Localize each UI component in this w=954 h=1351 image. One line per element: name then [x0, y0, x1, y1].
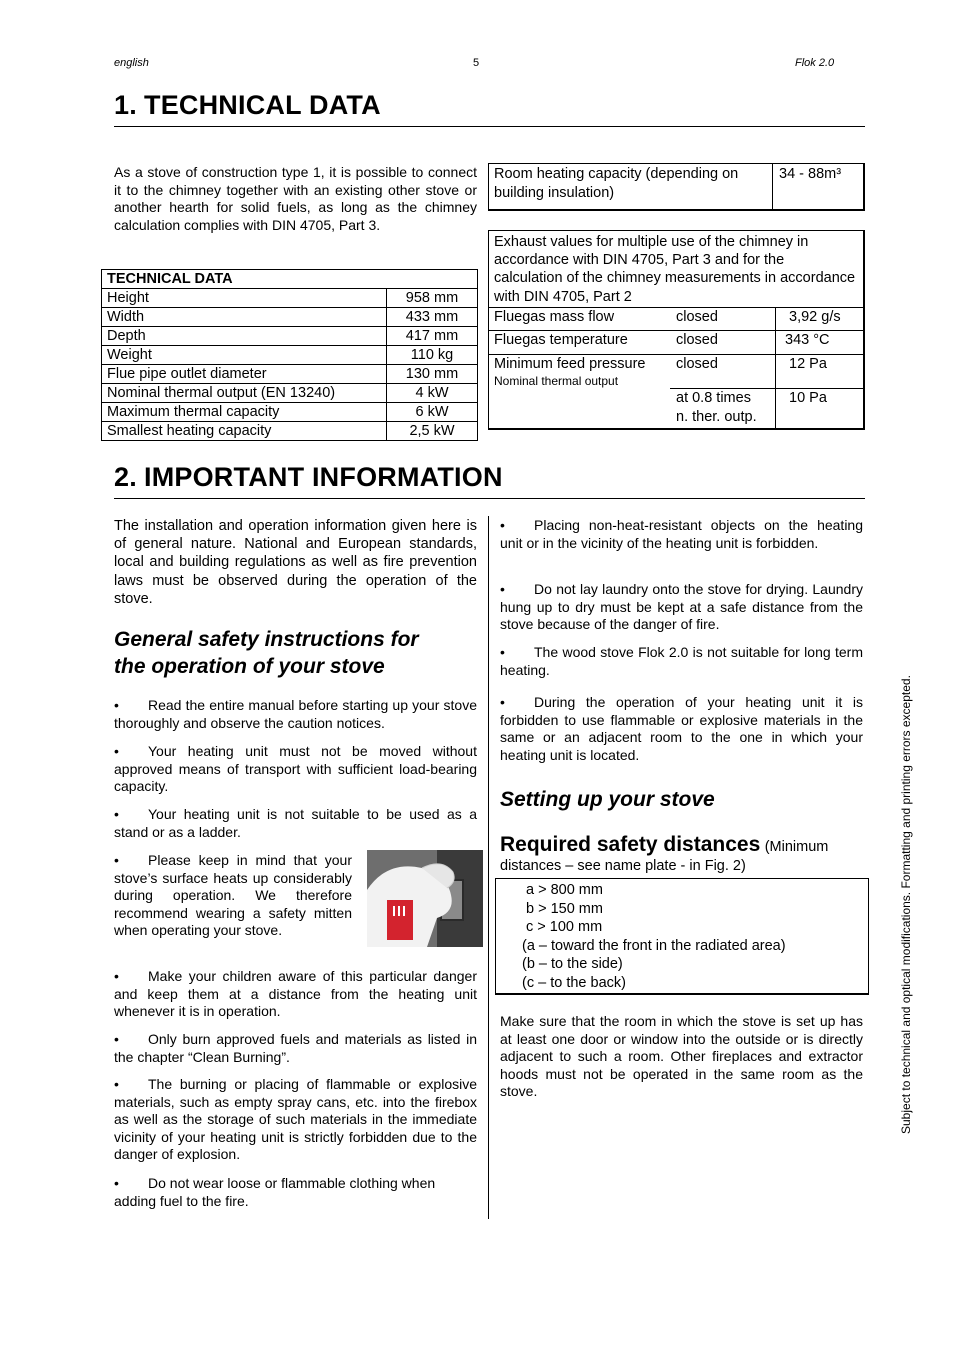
- tech-label: Nominal thermal output (EN 13240): [102, 384, 387, 403]
- tech-value: 130 mm: [387, 365, 478, 384]
- bullet-symbol: •: [500, 644, 505, 660]
- tech-label: Height: [102, 289, 387, 308]
- tech-value: 110 kg: [387, 346, 478, 365]
- exhaust-condition: closed: [676, 332, 718, 348]
- room-note: Make sure that the room in which the stove is set up has at least one door or window into the outside or is directly adjacent to such a room. Other fireplaces and extractor hoods must not be operated in the same room as the stove.: [500, 1013, 863, 1100]
- exhaust-value: 12 Pa: [789, 356, 827, 372]
- table-row: [102, 422, 478, 441]
- exhaust-value: 10 Pa: [789, 390, 827, 406]
- list-item: [500, 517, 863, 552]
- room-heating-table: [488, 163, 865, 211]
- exhaust-condition: closed: [676, 309, 718, 325]
- section2-heading: [114, 462, 503, 493]
- bullet-text: Your heating unit is not suitable to be used as a stand or as a ladder.: [114, 806, 477, 840]
- list-item: [114, 743, 477, 796]
- exhaust-col-divider: [775, 307, 776, 428]
- bullet-text: Do not lay laundry onto the stove for drying. Laundry hung up to dry must be kept at a safe distance from the stove because of the danger of fire.: [500, 581, 863, 633]
- distance-item: (c – to the back): [522, 974, 626, 991]
- table-row: [102, 346, 478, 365]
- table-row: [102, 384, 478, 403]
- tech-value: 433 mm: [387, 308, 478, 327]
- exhaust-label: Fluegas temperature: [494, 332, 628, 348]
- table-row: [102, 289, 478, 308]
- bullet-symbol: •: [114, 697, 119, 713]
- tech-label: Smallest heating capacity: [102, 422, 387, 441]
- bullet-text: Placing non-heat-resistant objects on the heating unit or in the vicinity of the heating unit is forbidden.: [500, 517, 863, 551]
- list-item: [114, 697, 477, 732]
- list-item: [500, 694, 863, 764]
- distance-item: (b – to the side): [522, 956, 623, 973]
- table-row: [102, 365, 478, 384]
- exhaust-heading: Exhaust values for multiple use of the chimney in accordance with DIN 4705, Part 3 and for the calculation of the chimney measurements in accordance with DIN 4705, Part 2: [494, 234, 856, 305]
- tech-label: Weight: [102, 346, 387, 365]
- exhaust-sublabel: Nominal thermal output: [494, 374, 619, 388]
- safety-mitten-photo: [367, 850, 483, 947]
- tech-value: 417 mm: [387, 327, 478, 346]
- section2-title: IMPORTANT INFORMATION: [144, 462, 503, 492]
- safety-heading-line: the operation of your stove: [114, 655, 385, 678]
- bullet-symbol: •: [500, 517, 505, 533]
- section1-heading: [114, 90, 381, 121]
- exhaust-condition: at 0.8 times: [676, 390, 751, 406]
- exhaust-divider: [670, 388, 863, 389]
- exhaust-condition: closed: [676, 356, 718, 372]
- bullet-symbol: •: [114, 852, 119, 868]
- side-note: Subject to technical and optical modifications. Formatting and printing errors excepted.: [899, 675, 913, 1134]
- bullet-text: Read the entire manual before starting up your stove thoroughly and observe the caution notices.: [114, 697, 477, 731]
- distances-heading: Required safety distances: [500, 833, 761, 856]
- table-row: [102, 327, 478, 346]
- table-row: [102, 308, 478, 327]
- list-item: [114, 1076, 477, 1164]
- list-item: [114, 852, 352, 940]
- tech-table-heading: TECHNICAL DATA: [102, 270, 478, 289]
- section2-rule: [114, 498, 865, 499]
- bullet-text: Your heating unit must not be moved without approved means of transport with sufficient load-bearing capacity.: [114, 743, 477, 795]
- bullet-symbol: •: [114, 1076, 119, 1092]
- tech-value: 4 kW: [387, 384, 478, 403]
- list-item: [500, 581, 863, 634]
- exhaust-divider: [489, 307, 863, 308]
- bullet-symbol: •: [114, 1175, 119, 1191]
- room-heating-value: 34 - 88m³: [779, 166, 842, 182]
- exhaust-value: 3,92 g/s: [789, 309, 841, 325]
- table-row: [102, 403, 478, 422]
- tech-label: Depth: [102, 327, 387, 346]
- safety-mitten-icon: [367, 850, 483, 947]
- bullet-text: During the operation of your heating unit it is forbidden to use flammable or explosive materials in the same or an adjacent room to the one in which your heating unit is located.: [500, 694, 863, 763]
- bullet-text: The wood stove Flok 2.0 is not suitable for long term heating.: [500, 644, 863, 678]
- distance-item: b > 150 mm: [526, 900, 603, 917]
- exhaust-value: 343 °C: [785, 332, 830, 348]
- list-item: [114, 1175, 477, 1210]
- distances-heading-block: [500, 833, 870, 875]
- bullet-symbol: •: [500, 581, 505, 597]
- room-heating-label: Room heating capacity (depending on building insulation): [494, 166, 739, 201]
- exhaust-label: Minimum feed pressure: [494, 356, 646, 372]
- bullet-text: Do not wear loose or flammable clothing when adding fuel to the fire.: [114, 1175, 436, 1209]
- section2-intro: The installation and operation information given here is of general nature. National and European standards, local and building regulations as well as fire prevention laws must be observed during the operation of the stove.: [114, 518, 477, 607]
- distances-note: (Minimum distances – see name plate - in Fig. 2): [500, 839, 829, 874]
- exhaust-values-table: [488, 230, 865, 430]
- page-number: 5: [473, 57, 480, 69]
- tech-value: 958 mm: [387, 289, 478, 308]
- bullet-symbol: •: [500, 694, 505, 710]
- section1-title: TECHNICAL DATA: [144, 90, 381, 120]
- header-product: Flok 2.0: [795, 57, 835, 69]
- bullet-symbol: •: [114, 968, 119, 984]
- list-item: [114, 1031, 477, 1066]
- section2-number: 2.: [114, 462, 137, 492]
- header-language: english: [114, 57, 149, 69]
- tech-label: Width: [102, 308, 387, 327]
- list-item: [500, 644, 863, 679]
- tech-value: 2,5 kW: [387, 422, 478, 441]
- tech-label: Flue pipe outlet diameter: [102, 365, 387, 384]
- bullet-symbol: •: [114, 806, 119, 822]
- tech-label: Maximum thermal capacity: [102, 403, 387, 422]
- safety-heading: [114, 626, 477, 680]
- list-item: [114, 806, 477, 841]
- section1-intro: As a stove of construction type 1, it is possible to connect it to the chimney together with an existing other stove or another hearth for solid fuels, as long as the chimney calculation complies with DIN 4705, Part 3.: [114, 164, 477, 233]
- bullet-symbol: •: [114, 1031, 119, 1047]
- bullet-text: Please keep in mind that your stove’s surface heats up considerably during operation. We therefore recommend wearing a safety mitten when operating your stove.: [114, 852, 352, 939]
- technical-data-table: [101, 269, 478, 441]
- list-item: [114, 968, 477, 1021]
- room-heating-divider: [772, 164, 773, 209]
- bullet-text: Make your children aware of this particular danger and keep them at a distance from the heating unit whenever it is in operation.: [114, 968, 477, 1020]
- exhaust-condition: n. ther. outp.: [676, 409, 757, 425]
- distance-item: c > 100 mm: [526, 919, 603, 936]
- section1-number: 1.: [114, 90, 137, 120]
- safety-heading-line: General safety instructions for: [114, 628, 419, 651]
- setup-heading: Setting up your stove: [500, 788, 715, 811]
- section1-rule: [114, 126, 865, 127]
- bullet-text: Only burn approved fuels and materials as listed in the chapter “Clean Burning”.: [114, 1031, 477, 1065]
- bullet-text: The burning or placing of flammable or explosive materials, such as empty spray cans, etc. into the firebox as well as the storage of such materials in the immediate vicinity of your heating unit is strictly forbidden due to the danger of explosion.: [114, 1076, 477, 1163]
- exhaust-divider: [489, 354, 863, 355]
- distance-item: a > 800 mm: [526, 882, 603, 898]
- column-divider: [488, 516, 489, 1219]
- distance-item: (a – toward the front in the radiated area): [522, 937, 786, 954]
- bullet-symbol: •: [114, 743, 119, 759]
- exhaust-divider: [489, 330, 863, 331]
- tech-value: 6 kW: [387, 403, 478, 422]
- distances-box: [495, 878, 869, 995]
- exhaust-label: Fluegas mass flow: [494, 309, 615, 325]
